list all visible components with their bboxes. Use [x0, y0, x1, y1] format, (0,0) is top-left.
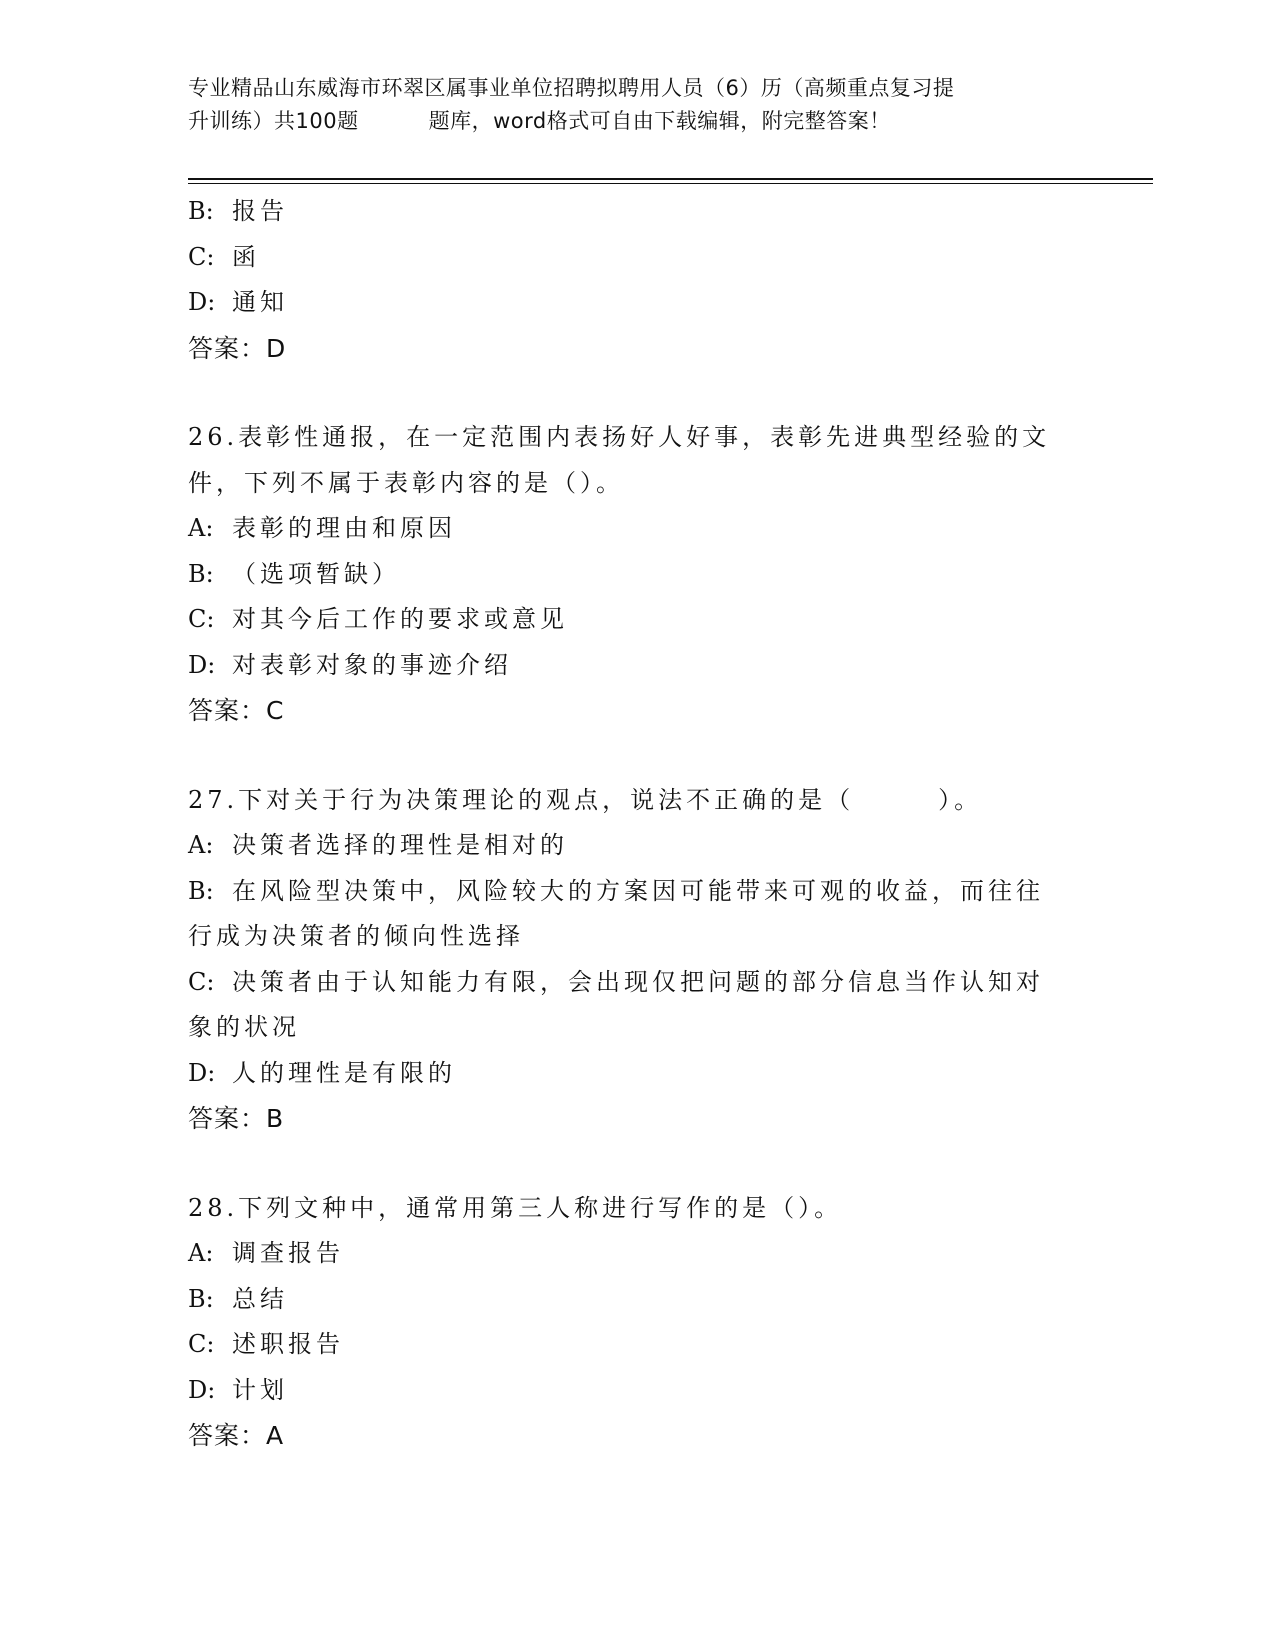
option-b: B: 在风险型决策中，风险较大的方案因可能带来可观的收益，而往往 — [188, 876, 1044, 905]
header-title-line-1: 专业精品山东威海市环翠区属事业单位招聘拟聘用人员（6）历（高频重点复习提 — [188, 76, 955, 100]
header-title-line-2 — [188, 105, 1088, 138]
question-28 — [188, 1186, 1078, 1459]
answer-label: 答案：C — [188, 696, 285, 725]
question-stem-line-1: 28.下列文种中，通常用第三人称进行写作的是（）。 — [188, 1193, 843, 1222]
answer-label: 答案：A — [188, 1421, 285, 1450]
question-stem-line-1: 26.表彰性通报，在一定范围内表扬好人好事，表彰先进典型经验的文 — [188, 423, 1051, 451]
option-c-continued: 象的状况 — [188, 1013, 300, 1041]
option-d: D: 通知 — [188, 288, 288, 316]
answer-label: 答案：D — [188, 333, 287, 363]
option-d: D: 计划 — [188, 1375, 288, 1404]
option-b-continued: 行成为决策者的倾向性选择 — [188, 922, 524, 950]
option-c: C: 述职报告 — [188, 1330, 344, 1358]
option-b: B: 报告 — [188, 197, 288, 225]
question-27 — [188, 778, 1078, 1142]
header-divider-thick — [188, 178, 1153, 180]
header-title-line-2-part-b: 题库，word格式可自由下载编辑，附完整答案！ — [428, 109, 891, 133]
question-stem-line-1: 27.下对关于行为决策理论的观点，说法不正确的是（ ）。 — [188, 785, 983, 814]
option-a: A: 决策者选择的理性是相对的 — [188, 831, 568, 859]
question-25 — [188, 189, 1078, 371]
question-26 — [188, 415, 1078, 734]
header-title-line-2-part-a: 升训练）共100题 — [188, 109, 359, 133]
option-d: D: 人的理性是有限的 — [188, 1058, 456, 1087]
document-header — [188, 72, 1088, 138]
option-c: C: 决策者由于认知能力有限，会出现仅把问题的部分信息当作认知对 — [188, 967, 1044, 996]
header-divider-thin — [188, 183, 1153, 184]
question-stem-line-2: 件，下列不属于表彰内容的是（）。 — [188, 468, 624, 497]
option-a: A: 表彰的理由和原因 — [188, 514, 456, 542]
option-b: B: （选项暂缺） — [188, 559, 400, 588]
option-c: C: 函 — [188, 242, 260, 271]
option-c: C: 对其今后工作的要求或意见 — [188, 605, 568, 633]
question-list — [188, 189, 1078, 1459]
option-b: B: 总结 — [188, 1284, 288, 1313]
option-d: D: 对表彰对象的事迹介绍 — [188, 650, 512, 679]
answer-label: 答案：B — [188, 1104, 285, 1133]
option-a: A: 调查报告 — [188, 1239, 344, 1267]
